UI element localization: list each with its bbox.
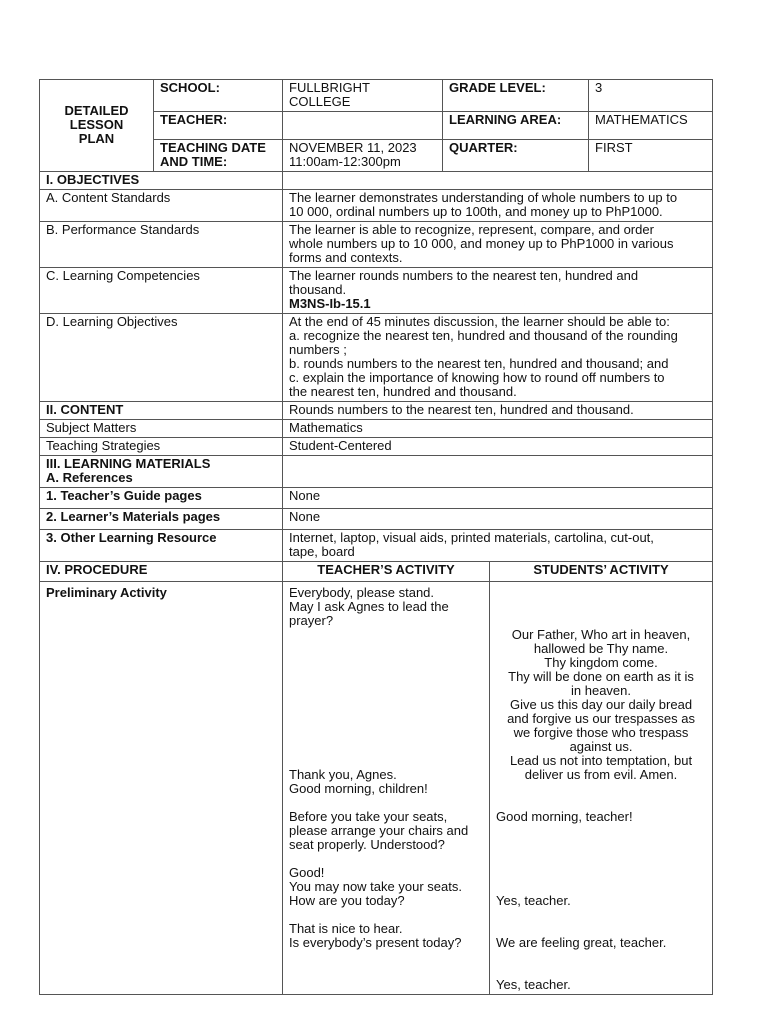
other-resources-value: Internet, laptop, visual aids, printed materials, cartolina, cut-out, tape, board <box>283 530 713 562</box>
quarter-value: FIRST <box>589 140 713 172</box>
learning-materials-heading: III. LEARNING MATERIALS A. References <box>40 456 283 488</box>
objectives-heading: I. OBJECTIVES <box>40 172 283 190</box>
teaching-strategies-label: Teaching Strategies <box>40 438 283 456</box>
teacher-value <box>283 112 443 140</box>
teaching-date-label: TEACHING DATE AND TIME: <box>154 140 283 172</box>
grade-level-label: GRADE LEVEL: <box>443 80 589 112</box>
content-standards-value: The learner demonstrates understanding of whole numbers to up to 10 000, ordinal numbers up to 100th, and money up to PhP1000. <box>283 190 713 222</box>
teachers-guide-value: None <box>283 488 713 509</box>
preliminary-activity-label: Preliminary Activity <box>40 582 283 995</box>
learners-materials-label: 2. Learner’s Materials pages <box>40 509 283 530</box>
content-heading: II. CONTENT <box>40 402 283 420</box>
lesson-plan-document <box>39 79 712 995</box>
prayer-text: Our Father, Who art in heaven, hallowed be Thy name. Thy kingdom come. Thy will be done on earth as it is in heaven. Give us this day our daily bread and forgive us our trespasses as we forgive those who trespass against us. Lead us not into temptation, but deliver us from evil. Amen. <box>507 627 695 782</box>
content-standards-label: A. Content Standards <box>40 190 283 222</box>
subject-matters-label: Subject Matters <box>40 420 283 438</box>
student-activity-cell: Our Father, Who art in heaven, hallowed be Thy name. Thy kingdom come. Thy will be done on earth as it is in heaven. Give us this day our daily bread and forgive us our trespasses as we forgive those who trespass against us. Lead us not into temptation, but deliver us from evil. Amen. Good morning, teacher! Yes, teacher. We are feeling great, teacher. Yes, teacher. <box>490 582 713 995</box>
performance-standards-value: The learner is able to recognize, represent, compare, and order whole numbers up to 10 000, and money up to PhP1000 in various forms and contexts. <box>283 222 713 268</box>
teachers-activity-header: TEACHER’S ACTIVITY <box>283 562 490 582</box>
quarter-label: QUARTER: <box>443 140 589 172</box>
school-value: FULLBRIGHT COLLEGE <box>283 80 443 112</box>
subject-matters-value: Mathematics <box>283 420 713 438</box>
document-title: DETAILED LESSON PLAN <box>40 80 154 172</box>
teacher-activity-cell: Everybody, please stand. May I ask Agnes to lead the prayer? Thank you, Agnes. Good morning, children! Before you take your seats, please arrange your chairs and seat properly. Understood? Good! You may now take your seats. How are you today? That is nice to hear. Is everybody’s present today? <box>283 582 490 995</box>
learning-objectives-label: D. Learning Objectives <box>40 314 283 402</box>
content-heading-value: Rounds numbers to the nearest ten, hundred and thousand. <box>283 402 713 420</box>
learning-area-value: MATHEMATICS <box>589 112 713 140</box>
grade-level-value: 3 <box>589 80 713 112</box>
objectives-heading-value <box>283 172 713 190</box>
learning-area-label: LEARNING AREA: <box>443 112 589 140</box>
learning-materials-value <box>283 456 713 488</box>
learners-materials-value: None <box>283 509 713 530</box>
teacher-label: TEACHER: <box>154 112 283 140</box>
other-resources-label: 3. Other Learning Resource <box>40 530 283 562</box>
learning-competencies-label: C. Learning Competencies <box>40 268 283 314</box>
teaching-strategies-value: Student-Centered <box>283 438 713 456</box>
teaching-date-value: NOVEMBER 11, 2023 11:00am-12:300pm <box>283 140 443 172</box>
procedure-heading: IV. PROCEDURE <box>40 562 283 582</box>
competency-code: M3NS-Ib-15.1 <box>289 296 371 311</box>
references-label: A. References <box>46 470 133 485</box>
teachers-guide-label: 1. Teacher’s Guide pages <box>40 488 283 509</box>
lesson-plan-table <box>39 79 713 995</box>
performance-standards-label: B. Performance Standards <box>40 222 283 268</box>
students-activity-header: STUDENTS’ ACTIVITY <box>490 562 713 582</box>
school-label: SCHOOL: <box>154 80 283 112</box>
learning-competencies-value: The learner rounds numbers to the nearest ten, hundred and thousand. M3NS-Ib-15.1 <box>283 268 713 314</box>
learning-objectives-value: At the end of 45 minutes discussion, the learner should be able to: a. recognize the nearest ten, hundred and thousand of the rounding numbers ; b. rounds numbers to the nearest ten, hundred and thousand; and c. explain the importance of knowing how to round off numbers to the nearest ten, hundred and thousand. <box>283 314 713 402</box>
